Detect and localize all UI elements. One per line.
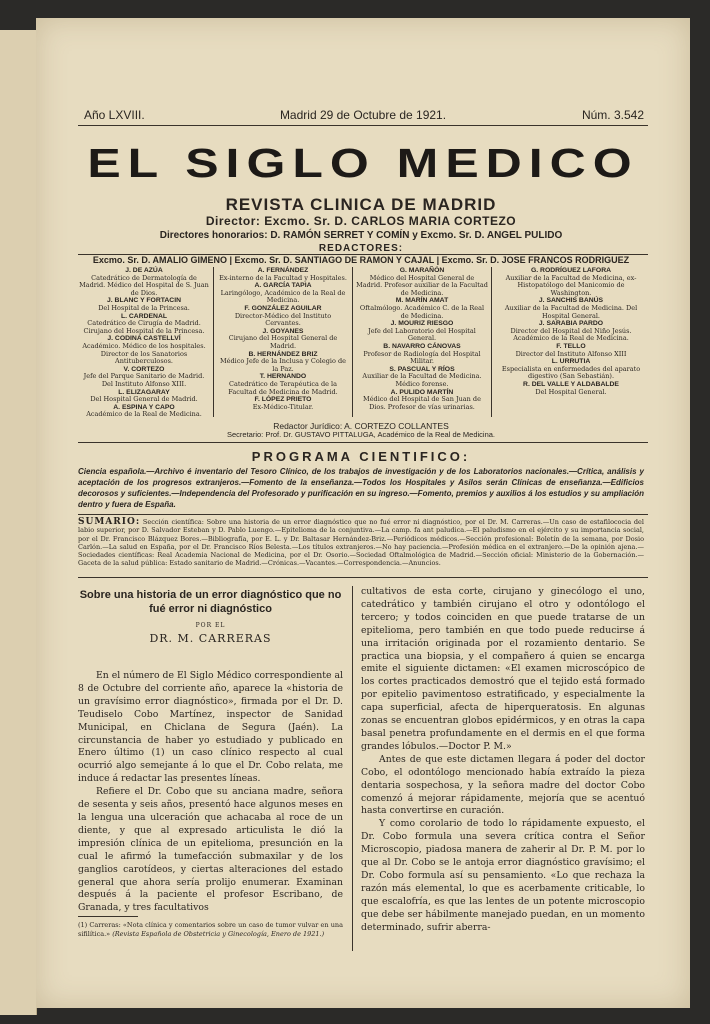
editor-description: Médico del Hospital de San Juan de Dios. Profesor de vías urinarias. xyxy=(363,395,481,411)
footnote-citation: (1) Carreras: «Nota clínica y comentarios sobre un caso de tumor vulvar en una sifilítica.» xyxy=(78,921,343,938)
editor-description: Catedrático de Terapéutica de la Facultad de Medicina de Madrid. xyxy=(228,379,338,396)
editor-name: M. MARÍN AMAT xyxy=(395,297,449,305)
editor-description: Especialista en enfermedades del aparato digestivo (San Sebastián). xyxy=(501,364,641,381)
issue-year: Año LXVIII. xyxy=(84,108,145,122)
column-divider xyxy=(213,267,214,417)
editor-name: B. NAVARRO CÁNOVAS xyxy=(383,342,461,350)
editor-description: Director del Hospital del Niño Jesús. Académico de la Real de Medicina. xyxy=(510,326,632,343)
article-title: Sobre una historia de un error diagnóstico que no fué error ni diagnóstico xyxy=(79,589,342,615)
editor-name: L. URRUTIA xyxy=(551,358,591,366)
article-paragraph: Antes de que este dictamen llegara á poder del doctor Cobo, el odontólogo mencionado había extraído la pieza dentaria sospechosa, y la señora madre del doctor Cobo comenzó á mejorar rápidamente, mejoría que se acentuó hasta convertirse en curación. xyxy=(361,753,645,817)
editor-description: Auxiliar de la Facultad de Medicina. Médico forense. xyxy=(362,372,482,388)
article-byline-prefix: POR EL xyxy=(195,622,226,629)
programa-heading: PROGRAMA CIENTIFICO: xyxy=(251,449,471,464)
editor-description: Ex-Médico-Titular. xyxy=(252,402,314,411)
editors-column-4 xyxy=(498,267,644,396)
editor-description: Médico del Hospital General de Madrid. Profesor auxiliar de la Facultad de Medicina. xyxy=(356,273,488,297)
sumario-bottom-rule xyxy=(78,577,648,578)
editor-description: Cirujano del Hospital General de Madrid. xyxy=(228,334,338,350)
editor-name: F. GONZÁLEZ AGUILAR xyxy=(244,304,322,312)
editor-description: Del Hospital General de Madrid. xyxy=(90,395,198,404)
editor-description: Catedrático de Dermatología de Madrid. Médico del Hospital de S. Juan de Dios. xyxy=(79,273,209,297)
editor-description: Ex-interno de la Facultad y Hospitales. xyxy=(219,273,347,282)
editor-description: Laringólogo, Académico de la Real de Medicina. xyxy=(220,288,346,305)
editor-description: Director del Instituto Alfonso XIII xyxy=(515,349,627,358)
editor-description: Profesor de Radiología del Hospital Militar. xyxy=(363,349,481,366)
editor-description: Jefe del Parque Sanitario de Madrid. Del Instituto Alfonso XIII. xyxy=(83,372,205,388)
sumario-label: SUMARIO: xyxy=(78,517,141,527)
editor-name: L. CARDENAL xyxy=(120,312,168,320)
header-rule xyxy=(78,125,648,126)
issue-number: Núm. 3.542 xyxy=(581,108,644,122)
editor-description: Del Hospital General. xyxy=(535,387,607,396)
article-author: DR. M. CARRERAS xyxy=(149,632,272,645)
editor-name: T. HERNANDO xyxy=(259,373,307,381)
honorary-directors: Directores honorarios: D. RAMÓN SERRET Y COMÍN y Excmo. Sr. D. ANGEL PULIDO xyxy=(159,230,563,241)
editor-description: Jefe del Laboratorio del Hospital General. xyxy=(368,326,476,343)
article-paragraph: Refiere el Dr. Cobo que su anciana madre, señora de sesenta y seis años, presentó hace algunos meses en la lengua una ulceración que achacaba al roce de un diente, y que al expresado articulista le dió la impresión clínica de un epitelioma, presunción en la cual le afirmó la tumefacción submaxilar y de los ganglios carotídeos, y ciertas alteraciones del estado general que ahora sería prolijo enumerar. Examinan después á la paciente el profesor Escribano, de Granada, y tres facultativos xyxy=(78,786,343,914)
programa-text: Ciencia española.—Archivo é inventario del Tesoro Clínico, de los trabajos de investigación y de los Laboratorios nacionales.—Crítica, análisis y aceptación de los progresos extranjeros.—Fomento de la enseñanza.—Todos los Hospitales y Asilos serán Clínicas de enseñanza.—Edificios decorosos y suficientes.—Independencia del Profesorado y purificación en su ingreso.—Fomento, premios y auxilios á los estudios y su ampliación dentro y fuera de España. xyxy=(78,467,644,509)
editor-name: J. MOURIZ RIESGO xyxy=(390,320,454,328)
editor-name: J. SANCHIS BANÚS xyxy=(538,297,604,305)
newspaper-title: EL SIGLO MEDICO xyxy=(87,140,639,186)
editor-description: Médico Jefe de la Inclusa y Colegio de la Paz. xyxy=(220,357,346,373)
editor-description: Académico. Médico de los hospitales. Director de los Sanatorios Antituberculosos. xyxy=(82,341,206,366)
editor-name: J. GOYANES xyxy=(262,327,304,335)
footnote xyxy=(78,921,343,939)
editor-name: S. PASCUAL Y RÍOS xyxy=(389,365,455,373)
footnote-source: (Revista Española de Obstetricia y Ginecología, Enero de 1921.) xyxy=(112,930,325,938)
article-paragraph: Y como corolario de todo lo rápidamente expuesto, el Dr. Cobo formula una severa crítica contra el Señor Microscopio, piadosa manera de zaherir al Dr. P. M. por lo que al Dr. Cobo se le antoja error diagnóstico gravísimo; el Dr. Cobo formula así su pensamiento. «Lo que rechaza la razón más elemental, lo que es acerbamente criticable, lo que escalofría, es que las lentes de un potente microscopio que debe ser hábilmente manejado puedan, en un momento determinado, sufrir aberra- xyxy=(361,818,645,933)
sumario-top-rule xyxy=(78,514,648,515)
editor-name: J. SARABIA PARDO xyxy=(538,320,604,328)
facing-page-edge xyxy=(0,30,37,1015)
editor-name: A. PULIDO MARTÍN xyxy=(390,388,454,396)
editor-name: A. FERNÁNDEZ xyxy=(257,267,309,274)
sumario xyxy=(78,518,644,568)
article-header xyxy=(78,588,343,645)
editor-description: Auxiliar de la Facultad de Medicina, ex-Histopatólogo del Manicomio de Washington. xyxy=(505,273,637,297)
issue-date: Madrid 29 de Octubre de 1921. xyxy=(279,108,447,122)
director-line: Director: Excmo. Sr. D. CARLOS MARIA CORTEZO xyxy=(205,214,517,228)
programa-top-rule xyxy=(78,442,648,443)
sumario-text: Sección científica: Sobre una historia de un error diagnóstico que no fué error ni diagnóstico, por el Dr. M. Carreras.—Un caso de estafilococia del labio superior, por D. Salvador Esteban y D. Pablo Luengo.—Epitelioma de la conjuntiva.—La camp. fa ant paludica.—El paludismo en el ejército y su importancia social, por el Dr. Francisco Blázquez Bores.—Bibliografía, por E. L. y Dr. Baltasar Hernández-Briz.—Periódicos médicos.—Sección profesional: Boletín de la semana, por Dosio Carlón.—La salud en España, por el Dr. Francisco Ríos Belesta.—Los títulos extranjeros.—No hay paciencia.—Profesión médica en el extranjero.—De la opinión ajena.—Sociedades científicas: Real Academia Nacional de Medicina, por el Dr. Osorio.—Sociedad Oftalmológica de Madrid.—Sección oficial: Ministerio de la Gobernación.—Gaceta de la salud pública: Estado sanitario de Madrid.—Crónicas.—Vacantes.—Correspondencia.—Anuncios. xyxy=(78,518,644,568)
editors-column-1 xyxy=(78,267,210,419)
editor-name: A. GARCÍA TAPIA xyxy=(254,282,312,290)
editor-name: V. CORTEZO xyxy=(123,365,165,373)
editor-name: G. MARAÑÓN xyxy=(399,267,445,274)
editor-name: A. ESPINA Y CAPO xyxy=(113,403,175,411)
editor-description: Auxiliar de la Facultad de Medicina. Del Hospital General. xyxy=(504,303,638,320)
newspaper-page xyxy=(36,18,690,1008)
subtitle: REVISTA CLINICA DE MADRID xyxy=(225,195,497,214)
editor-description: Oftalmólogo. Académico C. de la Real de Medicina. xyxy=(359,303,485,320)
editors-column-2 xyxy=(217,267,349,411)
editor-name: J. DE AZÚA xyxy=(125,267,163,274)
column-divider xyxy=(491,267,492,417)
editor-description: Del Hospital de la Princesa. xyxy=(98,303,190,312)
secretary: Secretario: Prof. Dr. GUSTAVO PITTALUGA, Académico de la Real de Medicina. xyxy=(226,430,496,439)
editor-name: J. BLANC Y FORTACIN xyxy=(106,297,181,305)
footnote-rule xyxy=(78,916,138,917)
column-divider xyxy=(352,267,353,417)
article-paragraph: cultativos de esta corte, cirujano y ginecólogo el uno, catedrático y también cirujano el otro y odontólogo el tercero; y todos coinciden en que puede tratarse de un epitelioma, pero también en que todo puede reducirse á una irritación originada por el rozamiento dentario. Se practica una biopsia, y el compañero á quien se encarga emite el siguiente dictamen: «El examen microscópico de los cortes practicados demostró que el tejido está formado por epitelio pavimentoso estratificado, y especialmente la capa superficial, afecta de hiperqueratosis. En algunas zonas se encuentran globos epidérmicos, y en otras la capa basal penetra profundamente en el dermis en el que forma grandes lóbulos.—Doctor P. M.» xyxy=(361,586,645,752)
editor-description: Catedrático de Cirugía de Madrid. Cirujano del Hospital de la Princesa. xyxy=(83,319,205,335)
editor-name: L. ELIZAGARAY xyxy=(118,388,170,396)
editor-name: F. TELLO xyxy=(556,342,586,350)
lead-editors: Excmo. Sr. D. AMALIO GIMENO | Excmo. Sr. D. SANTIAGO DE RAMON Y CAJAL | Excmo. Sr. D. JOSE FRANCOS RODRIGUEZ xyxy=(92,255,630,265)
editor-name: G. RODRÍGUEZ LAFORA xyxy=(530,267,612,274)
editor-description: Académico de la Real de Medicina. xyxy=(86,410,202,419)
editor-name: F. LÓPEZ PRIETO xyxy=(254,396,312,404)
article-paragraph: En el número de El Siglo Médico correspondiente al 8 de Octubre del corriente año, aparece la «historia de un gravísimo error diagnóstico», firmada por el Dr. D. Teudiselo Cobo Martínez, inspector de Sanidad Municipal, en Chiclana de Segura (Jaén). La circunstancia de haber yo estudiado y publicado en Enero último (1) un caso clínico respecto al cual ocurrió algo semejante á lo que el Dr. Cobo relata, me induce á redactar las presentes líneas. xyxy=(78,670,343,785)
article-column-divider xyxy=(352,586,353,951)
legal-editor: Redactor Jurídico: A. CORTEZO COLLANTES xyxy=(273,421,449,431)
editor-name: B. HERNÁNDEZ BRIZ xyxy=(248,350,318,358)
redactores-label: REDACTORES: xyxy=(318,243,404,254)
editor-name: J. CODINA CASTELLVÍ xyxy=(107,335,181,343)
editor-name: R. DEL VALLE Y ALDABALDE xyxy=(523,380,619,388)
editor-description: Director-Médico del Instituto Cervantes. xyxy=(234,311,332,328)
article-column-2 xyxy=(361,586,645,934)
article-column-1 xyxy=(78,670,343,915)
editors-column-3 xyxy=(356,267,488,411)
